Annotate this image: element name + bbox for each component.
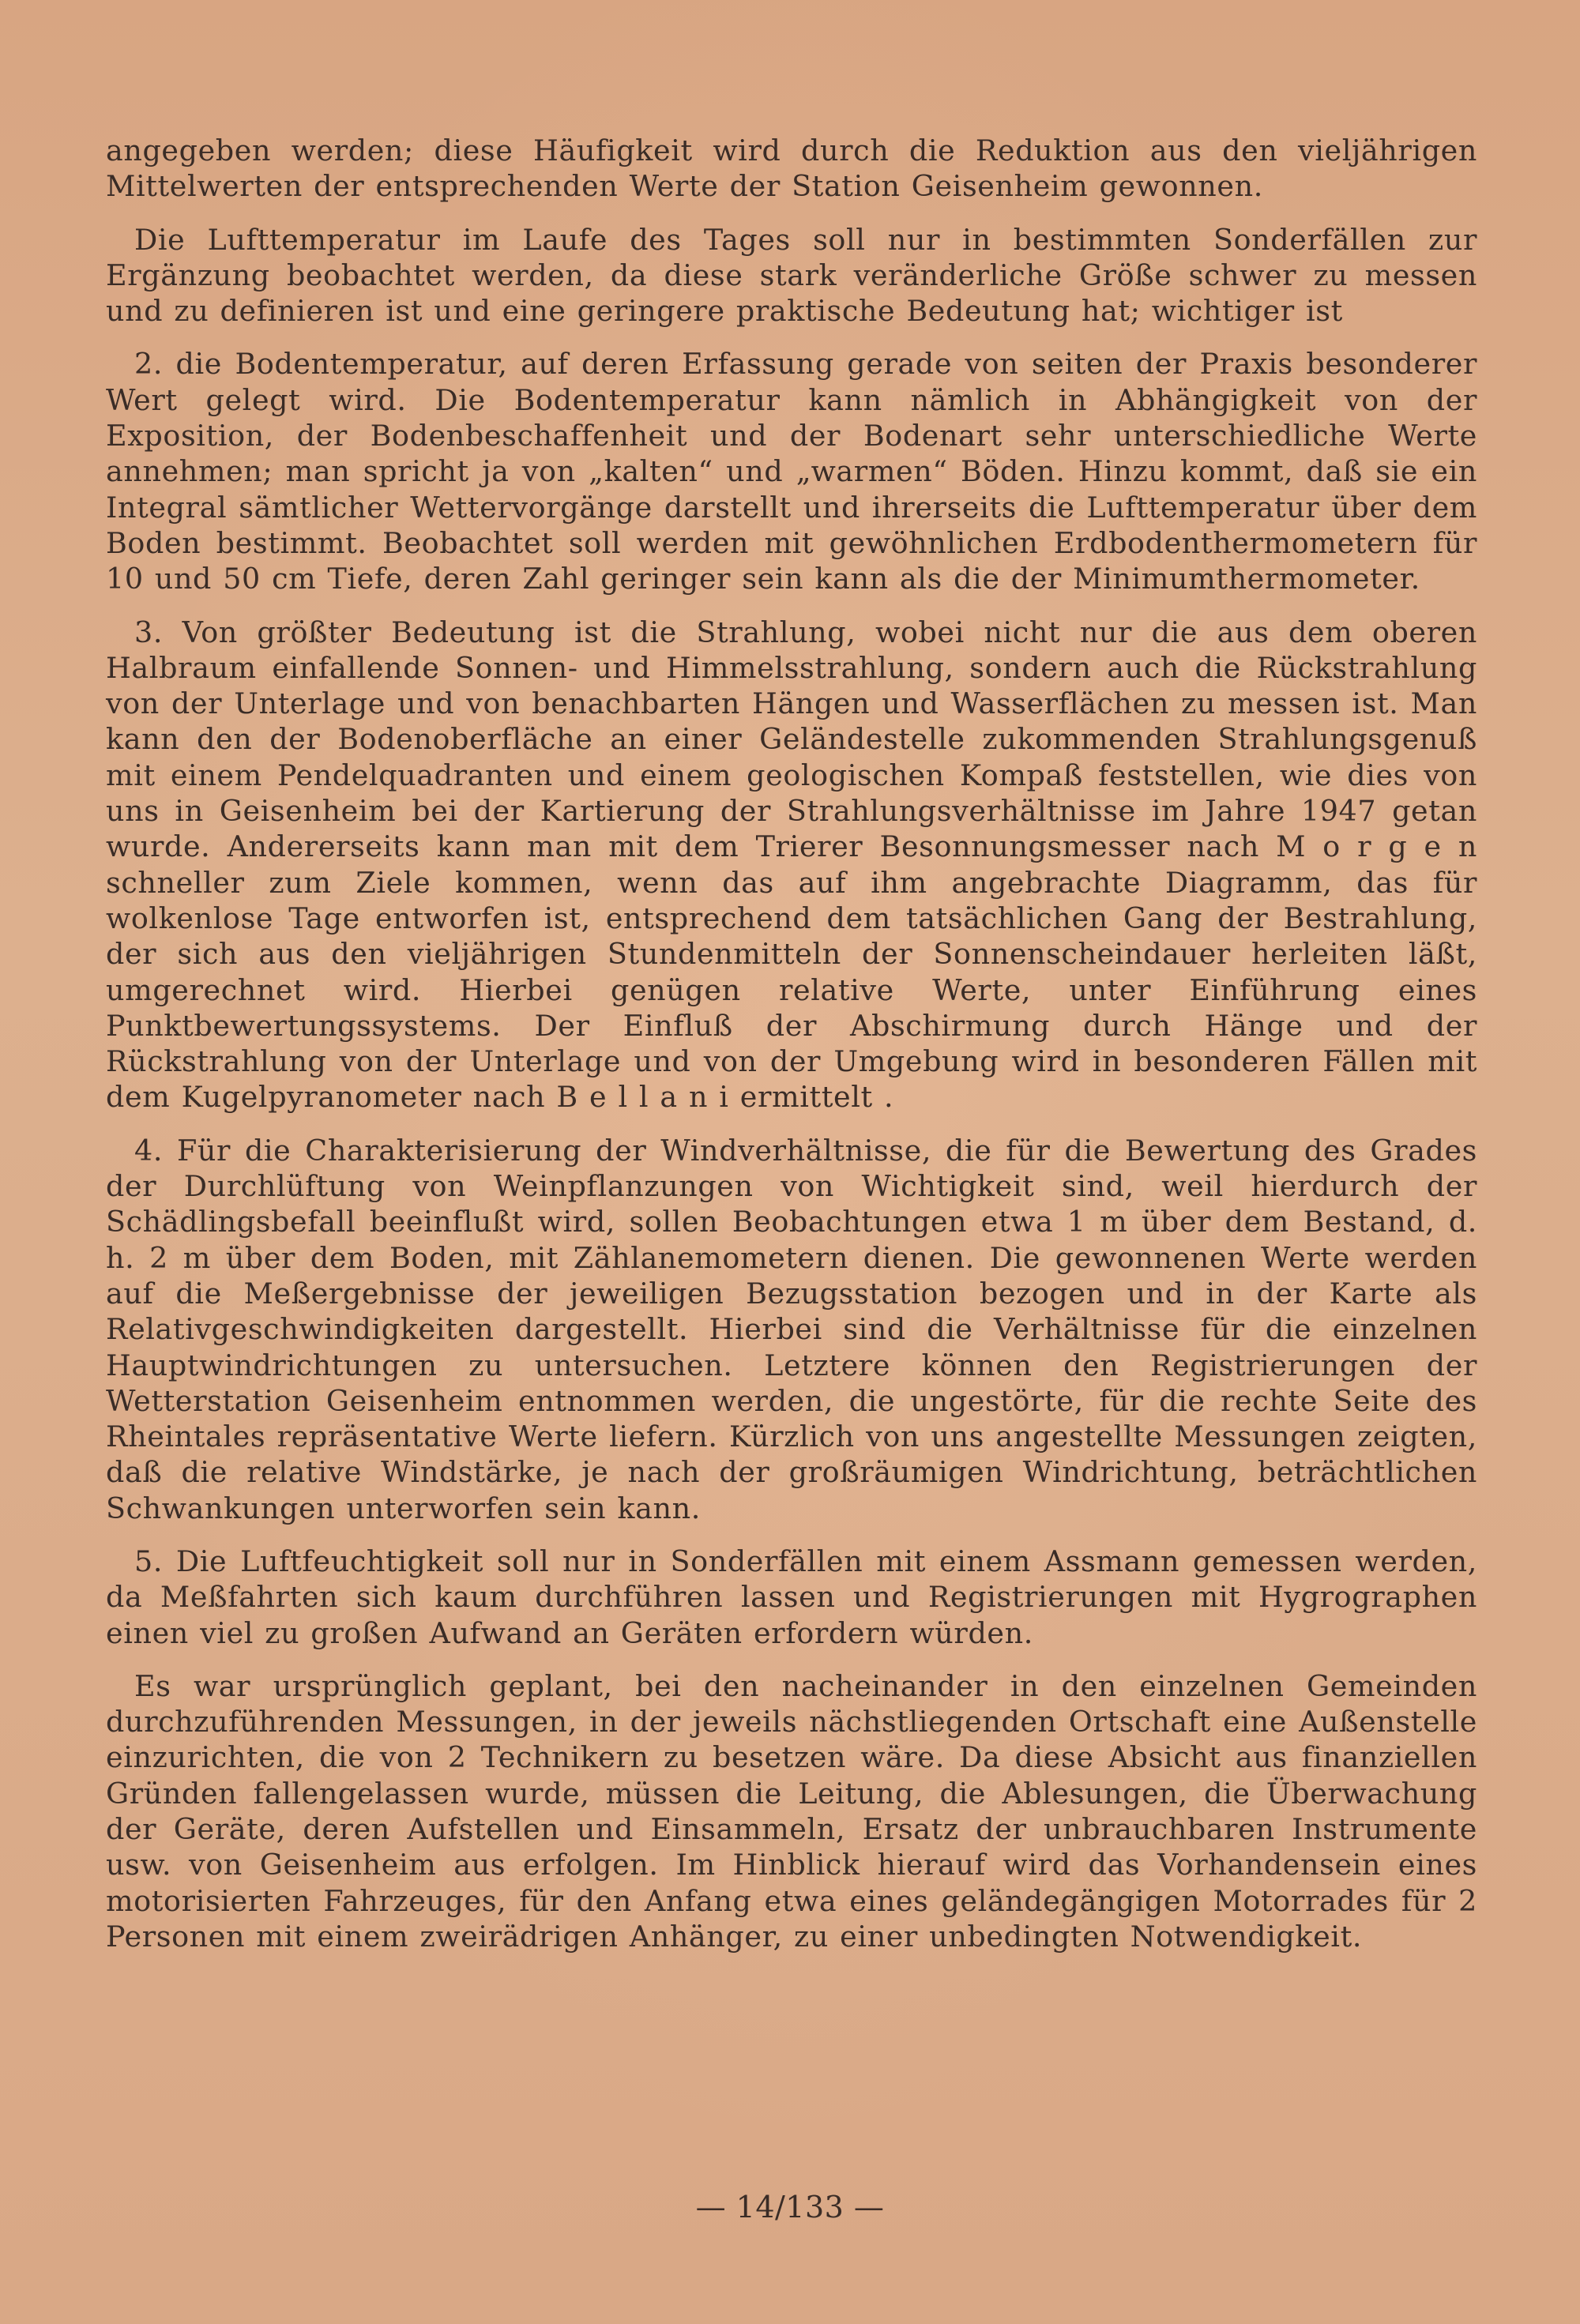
paragraph-continuation: angegeben werden; diese Häufigkeit wird durch die Reduktion aus den vieljährigen Mittelwerten der entsprechenden Werte der Station Geisenheim gewonnen. xyxy=(106,133,1477,204)
paragraph-bodentemperatur: 2. die Bodentemperatur, auf deren Erfassung gerade von seiten der Praxis besonderer Wert gelegt wird. Die Bodentemperatur kann nämlich in Abhängigkeit von der Exposition, der Bodenbeschaffenheit und der Bodenart sehr unterschiedliche Werte annehmen; man spricht ja von „kalten“ und „warmen“ Böden. Hinzu kommt, daß sie ein Integral sämtlicher Wettervorgänge darstellt und ihrerseits die Lufttemperatur über dem Boden bestimmt. Beobachtet soll werden mit gewöhnlichen Erdbodenthermometern für 10 und 50 cm Tiefe, deren Zahl geringer sein kann als die der Minimumthermometer. xyxy=(106,347,1477,596)
paragraph-strahlung: 3. Von größter Bedeutung ist die Strahlung, wobei nicht nur die aus dem oberen Halbraum einfallende Sonnen- und Himmelsstrahlung, sondern auch die Rückstrahlung von der Unterlage und von benachbarten Hängen und Wasserflächen zu messen ist. Man kann den der Bodenoberfläche an einer Geländestelle zukommenden Strahlungsgenuß mit einem Pendelquadranten und einem geologischen Kompaß feststellen, wie dies von uns in Geisenheim bei der Kartierung der Strahlungsverhältnisse im Jahre 1947 getan wurde. Andererseits kann man mit dem Trierer Besonnungsmesser nach M o r g e n schneller zum Ziele kommen, wenn das auf ihm angebrachte Diagramm, das für wolkenlose Tage entworfen ist, entsprechend dem tatsächlichen Gang der Bestrahlung, der sich aus den vieljährigen Stundenmitteln der Sonnenscheindauer herleiten läßt, umgerechnet wird. Hierbei genügen relative Werte, unter Einführung eines Punktbewertungssystems. Der Einfluß der Abschirmung durch Hänge und der Rückstrahlung von der Unterlage und von der Umgebung wird in besonderen Fällen mit dem Kugelpyranometer nach B e l l a n i ermittelt . xyxy=(106,615,1477,1115)
paragraph-lufttemperatur: Die Lufttemperatur im Laufe des Tages soll nur in bestimmten Sonderfällen zur Ergänzung beobachtet werden, da diese stark veränderliche Größe schwer zu messen und zu definieren ist und eine geringere praktische Bedeutung hat; wichtiger ist xyxy=(106,222,1477,329)
paragraph-luftfeuchtigkeit: 5. Die Luftfeuchtigkeit soll nur in Sonderfällen mit einem Assmann gemessen werden, da Meßfahrten sich kaum durchführen lassen und Registrierungen mit Hygrographen einen viel zu großen Aufwand an Geräten erfordern würden. xyxy=(106,1544,1477,1650)
body-text xyxy=(106,133,1477,1972)
page-number: — 14/133 — xyxy=(695,2190,885,2224)
paragraph-windverhaeltnisse: 4. Für die Charakterisierung der Windverhältnisse, die für die Bewertung des Grades der Durchlüftung von Weinpflanzungen von Wichtigkeit sind, weil hierdurch der Schädlingsbefall beeinflußt wird, sollen Beobachtungen etwa 1 m über dem Bestand, d. h. 2 m über dem Boden, mit Zählanemometern dienen. Die gewonnenen Werte werden auf die Meßergebnisse der jeweiligen Bezugsstation bezogen und in der Karte als Relativgeschwindigkeiten dargestellt. Hierbei sind die Verhältnisse für die einzelnen Hauptwindrichtungen zu untersuchen. Letztere können den Registrierungen der Wetterstation Geisenheim entnommen werden, die ungestörte, für die rechte Seite des Rheintales repräsentative Werte liefern. Kürzlich von uns angestellte Messungen zeigten, daß die relative Windstärke, je nach der großräumigen Windrichtung, beträchtlichen Schwankungen unterworfen sein kann. xyxy=(106,1133,1477,1525)
paragraph-aussenstelle: Es war ursprünglich geplant, bei den nacheinander in den einzelnen Gemeinden durchzuführenden Messungen, in der jeweils nächstliegenden Ortschaft eine Außenstelle einzurichten, die von 2 Technikern zu besetzen wäre. Da diese Absicht aus finanziellen Gründen fallengelassen wurde, müssen die Leitung, die Ablesungen, die Überwachung der Geräte, deren Aufstellen und Einsammeln, Ersatz der unbrauchbaren Instrumente usw. von Geisenheim aus erfolgen. Im Hinblick hierauf wird das Vorhandensein eines motorisierten Fahrzeuges, für den Anfang etwa eines geländegängigen Motorrades für 2 Personen mit einem zweirädrigen Anhänger, zu einer unbedingten Notwendigkeit. xyxy=(106,1668,1477,1954)
